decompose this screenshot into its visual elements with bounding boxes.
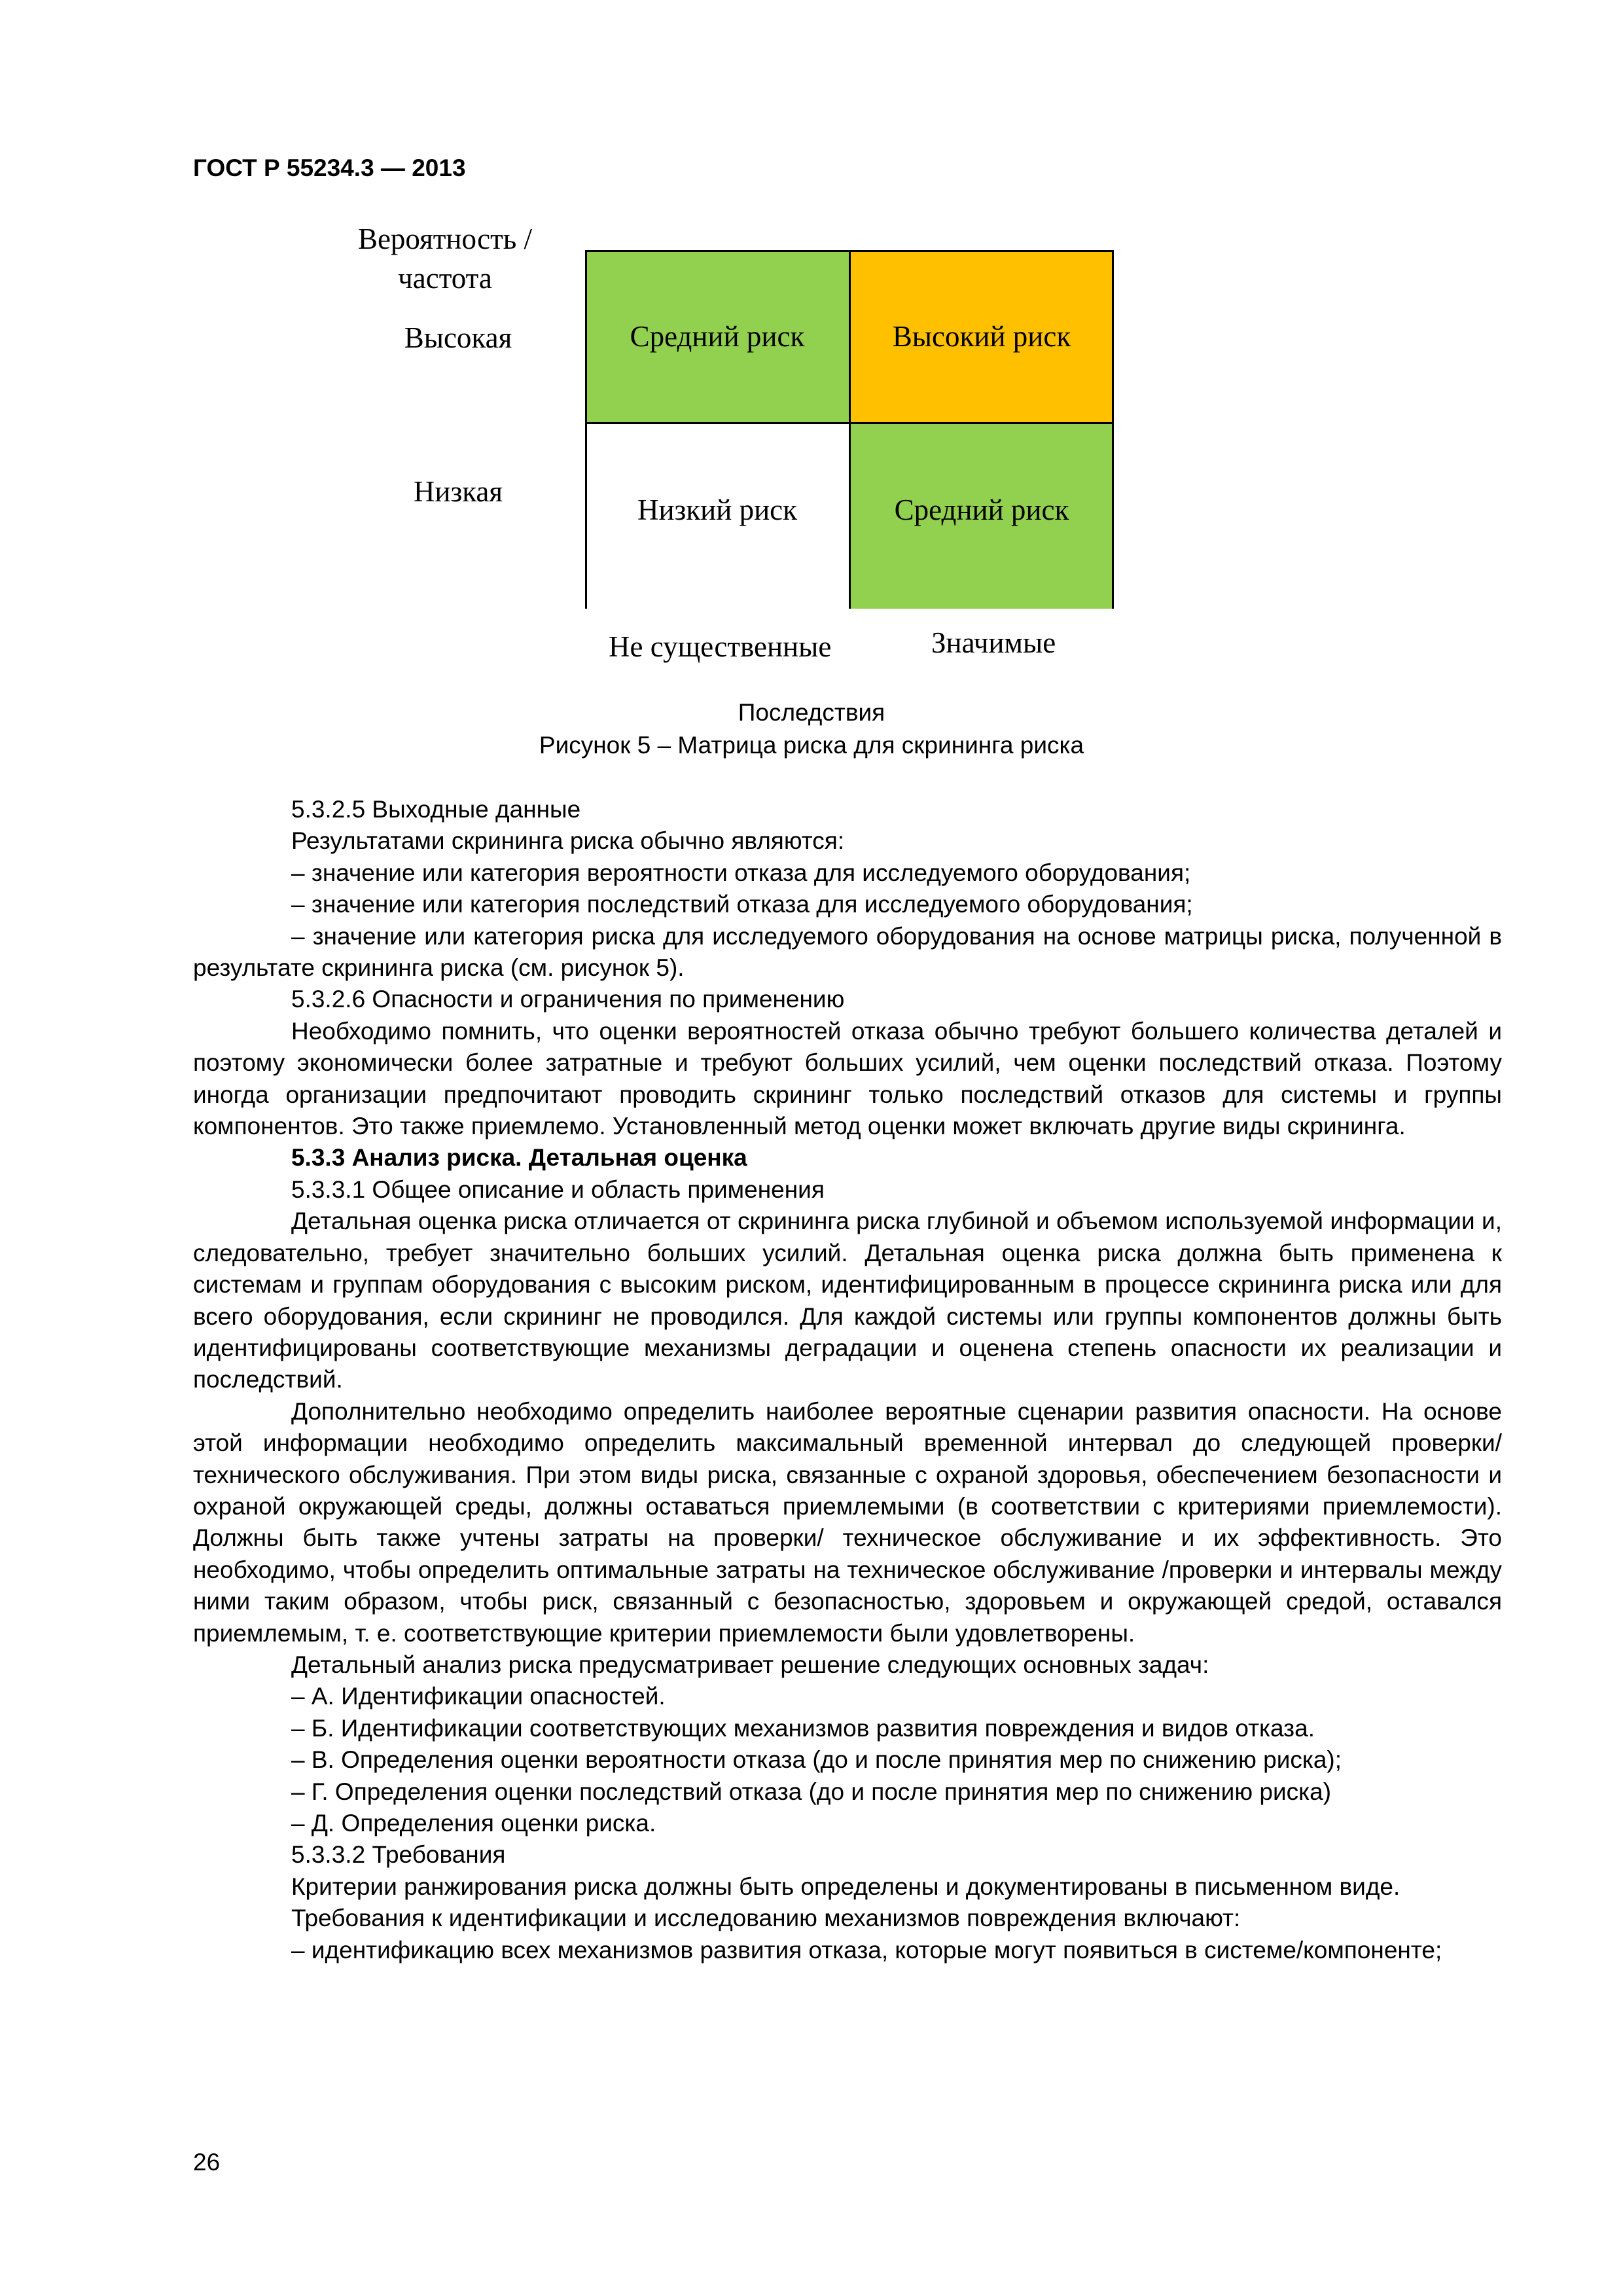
paragraph: Требования к идентификации и исследованию механизмов повреждения включают: — [291, 1905, 1241, 1932]
column-label-insignificant: Не существенные — [609, 630, 832, 663]
y-axis-label: Вероятность / частота — [357, 223, 533, 295]
list-item: – значение или категория риска для исследуемого оборудования на основе матрицы риска, полученной в результате скрининга риска (см. рисунок 5). — [193, 922, 1502, 982]
risk-matrix — [585, 250, 1114, 609]
list-item: – А. Идентификации опасностей. — [291, 1683, 666, 1710]
matrix-border-left — [585, 250, 587, 609]
cell-low-insignificant: Низкий риск — [585, 423, 849, 609]
document-header: ГОСТ Р 55234.3 — 2013 — [193, 154, 466, 181]
matrix-border-right — [1112, 250, 1114, 609]
list-item: – В. Определения оценки вероятности отказа (до и после принятия мер по снижению риска); — [291, 1746, 1342, 1774]
page-number: 26 — [193, 2149, 221, 2176]
x-axis-label: Последствия — [738, 699, 885, 726]
cell-high-significant: Высокий риск — [849, 250, 1114, 423]
list-item: – значение или категория последствий отказа для исследуемого оборудования; — [291, 891, 1193, 918]
matrix-divider-horizontal — [585, 422, 1114, 424]
paragraph: Дополнительно необходимо определить наиболее вероятные сценарии развития опасности. На основе этой информации необходимо определить максимальный временной интервал до следующей проверки/ технического обслуживания. При этом виды риска, связанные с охраной здоровья, обеспечением безопасности и охраной окружающей среды, должны оставаться приемлемыми (в соответствии с критериями приемлемости). Должны быть также учтены затраты на проверки/ техническое обслуживание и их эффективность. Это необходимо, чтобы определить оптимальные затраты на техническое обслуживание /проверки и интервалы между ними таким образом, чтобы риск, связанный с безопасностью, здоровьем и окружающей средой, оставался приемлемым, т. е. соответствующие критерии приемлемости были удовлетворены. — [193, 1397, 1502, 1647]
body-text — [193, 794, 1502, 1966]
list-item: – Г. Определения оценки последствий отказа (до и после принятия мер по снижению риска) — [291, 1778, 1332, 1805]
list-item: – Б. Идентификации соответствующих механизмов развития повреждения и видов отказа. — [291, 1714, 1315, 1742]
paragraph: Результатами скрининга риска обычно являются: — [291, 827, 845, 855]
paragraph: Необходимо помнить, что оценки вероятностей отказа обычно требуют большего количества деталей и поэтому экономически более затратные и требуют больших усилий, чем оценки последствий отказа. Поэтому иногда организации предпочитают проводить скрининг только последствий отказов для системы и группы компонентов. Это также приемлемо. Установленный метод оценки может включать другие виды скрининга. — [193, 1017, 1502, 1140]
column-label-significant: Значимые — [931, 626, 1056, 659]
section-heading: 5.3.2.6 Опасности и ограничения по применению — [291, 986, 845, 1013]
section-heading: 5.3.3.1 Общее описание и область применения — [291, 1175, 825, 1203]
section-heading: 5.3.3 Анализ риска. Детальная оценка — [291, 1144, 747, 1172]
cell-high-insignificant: Средний риск — [585, 250, 849, 423]
paragraph: Критерии ранжирования риска должны быть определены и документированы в письменном виде. — [291, 1873, 1400, 1900]
list-item: – идентификацию всех механизмов развития отказа, которые могут появиться в системе/компоненте; — [291, 1936, 1442, 1964]
section-heading: 5.3.2.5 Выходные данные — [291, 796, 581, 823]
row-label-high: Высокая — [404, 321, 512, 354]
paragraph: Детальный анализ риска предусматривает решение следующих основных задач: — [291, 1651, 1209, 1678]
matrix-divider-vertical — [849, 250, 851, 609]
section-heading: 5.3.3.2 Требования — [291, 1841, 506, 1869]
paragraph: Детальная оценка риска отличается от скрининга риска глубиной и объемом используемой информации и, следовательно, требует значительно больших усилий. Детальная оценка риска должна быть применена к системам и группам оборудования с высоким риском, идентифицированным в процессе скрининга риска или для всего оборудования, если скрининг не проводился. Для каждой системы или группы компонентов должны быть идентифицированы соответствующие механизмы деградации и оценена степень опасности их реализации и последствий. — [193, 1208, 1502, 1393]
risk-matrix-figure — [0, 0, 1623, 785]
list-item: – значение или категория вероятности отказа для исследуемого оборудования; — [291, 859, 1191, 886]
figure-caption: Рисунок 5 – Матрица риска для скрининга риска — [539, 732, 1084, 759]
cell-low-significant: Средний риск — [849, 423, 1114, 609]
row-label-low: Низкая — [413, 475, 503, 508]
list-item: – Д. Определения оценки риска. — [291, 1810, 656, 1837]
